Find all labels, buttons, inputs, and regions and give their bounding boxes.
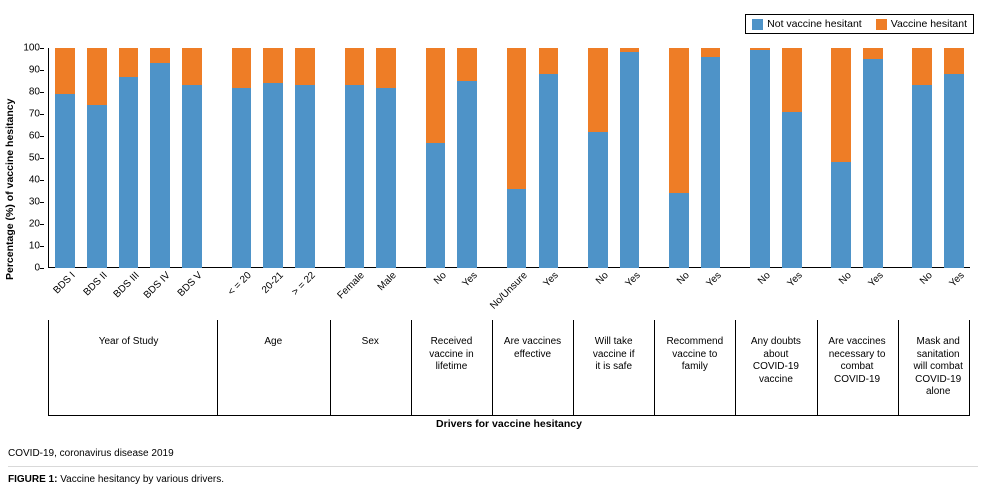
group-spacer <box>208 48 225 268</box>
x-tick-label: Male <box>375 270 399 294</box>
legend-swatch <box>876 19 887 30</box>
legend-swatch <box>752 19 763 30</box>
bar-slot <box>695 48 727 268</box>
y-tick-label: 0 <box>34 262 40 274</box>
bar-segment-vaccine-hesitant[interactable] <box>345 48 365 85</box>
y-tick-mark <box>40 202 44 203</box>
x-tick-label: No <box>837 270 854 287</box>
bar-slot <box>49 48 81 268</box>
stacked-bar[interactable] <box>750 48 770 268</box>
bar-segment-vaccine-hesitant[interactable] <box>863 48 883 59</box>
x-tick-label: BDS I <box>51 270 78 297</box>
bar-slot <box>744 48 776 268</box>
bar-segment-vaccine-hesitant[interactable] <box>457 48 477 81</box>
bar-slot <box>938 48 970 268</box>
bar-slot <box>451 48 483 268</box>
bar-segment-vaccine-hesitant[interactable] <box>426 48 446 143</box>
bar-segment-not-vaccine-hesitant[interactable] <box>426 143 446 268</box>
y-axis-label: Percentage (%) of vaccine hesitancy <box>4 98 17 280</box>
bar-segment-not-vaccine-hesitant[interactable] <box>263 83 283 268</box>
legend-label: Vaccine hesitant <box>890 18 967 30</box>
bar-segment-not-vaccine-hesitant[interactable] <box>863 59 883 268</box>
y-tick-label: 100 <box>23 42 40 54</box>
y-tick-label: 20 <box>28 218 40 230</box>
legend-item <box>752 18 862 30</box>
stacked-bar[interactable] <box>588 48 608 268</box>
y-tick-mark <box>40 70 44 71</box>
bar-slot <box>857 48 889 268</box>
group-label-box <box>48 320 970 416</box>
y-tick-label: 80 <box>28 86 40 98</box>
group-separator <box>492 320 493 416</box>
bar-segment-vaccine-hesitant[interactable] <box>507 48 527 189</box>
bar-slot <box>420 48 452 268</box>
group-label: Year of Study <box>98 336 159 347</box>
y-tick-mark <box>40 268 44 269</box>
group-spacer <box>321 48 338 268</box>
bar-slot <box>663 48 695 268</box>
x-axis-label: Drivers for vaccine hesitancy <box>436 418 582 430</box>
bar-segment-vaccine-hesitant[interactable] <box>831 48 851 162</box>
group-label: Age <box>264 336 283 347</box>
bar-slot <box>257 48 289 268</box>
stacked-bar[interactable] <box>539 48 559 268</box>
stacked-bar[interactable] <box>944 48 964 268</box>
bar-segment-vaccine-hesitant[interactable] <box>588 48 608 132</box>
x-tick-label: Yes <box>866 270 886 290</box>
x-tick-label: BDS II <box>81 270 110 299</box>
bar-segment-vaccine-hesitant[interactable] <box>87 48 107 105</box>
x-tick-label: No <box>755 270 773 287</box>
bar-slot <box>289 48 321 268</box>
bar-slot <box>825 48 857 268</box>
bar-slot <box>370 48 402 268</box>
bar-slot <box>906 48 938 268</box>
bar-segment-vaccine-hesitant[interactable] <box>912 48 932 85</box>
bar-segment-not-vaccine-hesitant[interactable] <box>295 85 315 268</box>
bar-slot <box>533 48 565 268</box>
bar-segment-not-vaccine-hesitant[interactable] <box>782 112 802 268</box>
bar-slot <box>81 48 113 268</box>
stacked-bar[interactable] <box>345 48 365 268</box>
stacked-bar[interactable] <box>782 48 802 268</box>
y-tick-label: 70 <box>28 108 40 120</box>
bar-segment-not-vaccine-hesitant[interactable] <box>232 88 252 268</box>
stacked-bar[interactable] <box>150 48 170 268</box>
stacked-bar[interactable] <box>426 48 446 268</box>
x-tick-label: No <box>593 270 611 287</box>
group-spacer <box>727 48 744 268</box>
y-tick-mark <box>40 92 44 93</box>
bar-segment-not-vaccine-hesitant[interactable] <box>507 189 527 268</box>
stacked-bar[interactable] <box>119 48 139 268</box>
legend-item <box>876 18 967 30</box>
group-label: Recommend vaccine to family <box>666 336 724 372</box>
stacked-bar[interactable] <box>55 48 75 268</box>
stacked-bar[interactable] <box>295 48 315 268</box>
stacked-bar[interactable] <box>701 48 721 268</box>
stacked-bar[interactable] <box>912 48 932 268</box>
footer-divider <box>8 466 978 467</box>
x-tick-label: Yes <box>623 270 643 290</box>
bar-segment-not-vaccine-hesitant[interactable] <box>457 81 477 268</box>
group-label: Received vaccine in lifetime <box>429 336 474 372</box>
group-label: Are vaccines effective <box>503 336 562 360</box>
stacked-bar[interactable] <box>669 48 689 268</box>
x-tick-label: Yes <box>704 270 724 290</box>
stacked-bar[interactable] <box>831 48 851 268</box>
bar-segment-vaccine-hesitant[interactable] <box>539 48 559 74</box>
bar-segment-vaccine-hesitant[interactable] <box>263 48 283 83</box>
bar-segment-not-vaccine-hesitant[interactable] <box>831 162 851 268</box>
x-tick-label: BDS IV <box>142 270 174 301</box>
group-label: Will take vaccine if it is safe <box>592 336 635 372</box>
x-tick-label: No <box>674 270 692 287</box>
bar-slot <box>776 48 808 268</box>
y-tick-mark <box>40 136 44 137</box>
bar-segment-vaccine-hesitant[interactable] <box>669 48 689 193</box>
group-spacer <box>889 48 906 268</box>
bar-segment-not-vaccine-hesitant[interactable] <box>588 132 608 268</box>
bar-segment-vaccine-hesitant[interactable] <box>55 48 75 94</box>
stacked-bar[interactable] <box>507 48 527 268</box>
bar-segment-not-vaccine-hesitant[interactable] <box>182 85 202 268</box>
group-separator <box>817 320 818 416</box>
bar-segment-not-vaccine-hesitant[interactable] <box>620 52 640 268</box>
chart-legend <box>745 14 974 34</box>
group-spacer <box>402 48 419 268</box>
stacked-bar[interactable] <box>87 48 107 268</box>
group-spacer <box>483 48 500 268</box>
x-tick-label: > = 22 <box>290 270 318 298</box>
bar-slot <box>176 48 208 268</box>
figure-caption-text: Vaccine hesitancy by various drivers. <box>57 474 225 485</box>
group-spacer <box>808 48 825 268</box>
bar-slot <box>226 48 258 268</box>
bar-segment-vaccine-hesitant[interactable] <box>944 48 964 74</box>
x-tick-label: No/Unsure <box>487 270 530 312</box>
bar-segment-vaccine-hesitant[interactable] <box>119 48 139 77</box>
figure-caption-label: FIGURE 1: <box>8 474 58 485</box>
y-tick-mark <box>40 114 44 115</box>
group-separator <box>573 320 574 416</box>
stacked-bar[interactable] <box>263 48 283 268</box>
y-tick-label: 10 <box>28 240 40 252</box>
x-tick-label: 20-21 <box>260 270 287 296</box>
bar-segment-not-vaccine-hesitant[interactable] <box>119 77 139 268</box>
bar-segment-vaccine-hesitant[interactable] <box>376 48 396 88</box>
plot-area <box>0 34 986 434</box>
bar-segment-not-vaccine-hesitant[interactable] <box>55 94 75 268</box>
bar-slot <box>582 48 614 268</box>
stacked-bar[interactable] <box>620 48 640 268</box>
group-label: Any doubts about COVID-19 vaccine <box>750 336 801 385</box>
x-tick-label: Yes <box>785 270 805 290</box>
stacked-bar[interactable] <box>232 48 252 268</box>
bar-segment-vaccine-hesitant[interactable] <box>782 48 802 112</box>
group-separator <box>217 320 218 416</box>
group-separator <box>735 320 736 416</box>
group-separator <box>411 320 412 416</box>
group-spacer <box>564 48 581 268</box>
bar-segment-not-vaccine-hesitant[interactable] <box>750 50 770 268</box>
bar-series-container <box>49 48 970 268</box>
legend-label: Not vaccine hesitant <box>767 18 862 30</box>
y-axis-ticks <box>20 42 44 274</box>
x-tick-label: BDS III <box>111 270 142 301</box>
stacked-bar[interactable] <box>376 48 396 268</box>
bar-slot <box>501 48 533 268</box>
bar-slot <box>144 48 176 268</box>
bar-segment-not-vaccine-hesitant[interactable] <box>701 57 721 268</box>
bar-segment-vaccine-hesitant[interactable] <box>182 48 202 85</box>
x-tick-label: < = 20 <box>226 270 255 298</box>
bar-slot <box>338 48 370 268</box>
group-label: Sex <box>361 336 379 347</box>
bar-segment-not-vaccine-hesitant[interactable] <box>345 85 365 268</box>
bar-segment-not-vaccine-hesitant[interactable] <box>376 88 396 268</box>
bar-segment-vaccine-hesitant[interactable] <box>701 48 721 57</box>
group-spacer <box>645 48 662 268</box>
y-tick-mark <box>40 48 44 49</box>
y-tick-label: 90 <box>28 64 40 76</box>
y-tick-label: 40 <box>28 174 40 186</box>
y-tick-label: 50 <box>28 152 40 164</box>
figure-caption <box>8 474 224 485</box>
bar-segment-not-vaccine-hesitant[interactable] <box>669 193 689 268</box>
x-tick-label: Yes <box>947 270 967 290</box>
abbreviation-note: COVID-19, coronavirus disease 2019 <box>8 448 174 459</box>
bar-segment-vaccine-hesitant[interactable] <box>295 48 315 85</box>
x-tick-label: BDS V <box>175 270 205 300</box>
y-tick-label: 60 <box>28 130 40 142</box>
x-axis-tick-labels <box>49 270 970 322</box>
bar-segment-not-vaccine-hesitant[interactable] <box>912 85 932 268</box>
bar-segment-vaccine-hesitant[interactable] <box>232 48 252 88</box>
bar-slot <box>113 48 145 268</box>
x-tick-label: No <box>918 270 936 287</box>
bar-segment-not-vaccine-hesitant[interactable] <box>150 63 170 268</box>
stacked-bar[interactable] <box>457 48 477 268</box>
group-separator <box>330 320 331 416</box>
stacked-bar[interactable] <box>182 48 202 268</box>
bar-segment-not-vaccine-hesitant[interactable] <box>539 74 559 268</box>
stacked-bar[interactable] <box>863 48 883 268</box>
x-tick-label: Yes <box>460 270 481 290</box>
y-tick-mark <box>40 246 44 247</box>
group-label: Are vaccines necessary to combat COVID-19 <box>828 336 886 385</box>
group-separator <box>898 320 899 416</box>
x-tick-label: Yes <box>541 270 562 290</box>
bar-segment-vaccine-hesitant[interactable] <box>150 48 170 63</box>
x-tick-label: No <box>431 270 449 287</box>
y-tick-label: 30 <box>28 196 40 208</box>
y-tick-mark <box>40 224 44 225</box>
y-tick-mark <box>40 158 44 159</box>
bar-segment-not-vaccine-hesitant[interactable] <box>944 74 964 268</box>
group-separator <box>654 320 655 416</box>
group-label: Mask and sanitation will combat COVID-19 alone <box>913 336 963 397</box>
bar-slot <box>614 48 646 268</box>
y-tick-mark <box>40 180 44 181</box>
x-tick-label: Female <box>335 270 368 302</box>
bar-segment-not-vaccine-hesitant[interactable] <box>87 105 107 268</box>
